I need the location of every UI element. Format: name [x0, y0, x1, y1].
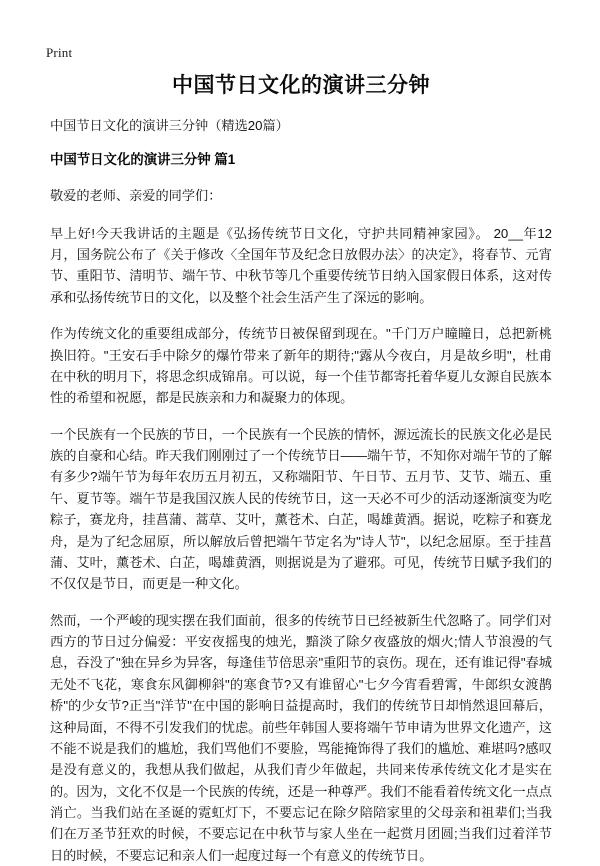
salutation: 敬爱的老师、亲爱的同学们：: [50, 188, 222, 204]
section-heading: 中国节日文化的演讲三分钟 篇1: [50, 152, 236, 168]
page-title: 中国节日文化的演讲三分钟: [172, 74, 430, 97]
body-paragraph: 一个民族有一个民族的节日，一个民族有一个民族的情怀，源远流长的民族文化必是民族的自豪和心结。昨天我们刚刚过了一个传统节日——端午节，不知你对端午节的了解有多少?端午节为每年农历五月初五，又称端阳节、午日节、五月节、艾节、端五、重午、夏节等。端午节是我国汉族人民的传统节日，这一天必不可少的活动逐渐演变为吃粽子，赛龙舟，挂菖蒲、蒿草、艾叶，薰苍术、白芷，喝雄黄酒。据说，吃粽子和赛龙舟，是为了纪念屈原，所以解放后曾把端午节定名为"诗人节"，以纪念屈原。至于挂菖蒲、艾叶，薰苍术、白芷，喝雄黄酒，则据说是为了避邪。可见，传统节日赋予我们的不仅仅是节日，而更是一种文化。: [50, 426, 552, 592]
document-content: [50, 72, 552, 866]
document-subtitle: 中国节日文化的演讲三分钟（精选20篇）: [50, 118, 289, 134]
print-link[interactable]: Print: [46, 45, 73, 60]
body-paragraph: 然而，一个严峻的现实摆在我们面前，很多的传统节日已经被新生代忽略了。同学们对西方的节日过分偏爱：平安夜摇曳的烛光，黯淡了除夕夜盛放的烟火;情人节浪漫的气息，吞没了"独在异乡为异客，每逢佳节倍思亲"重阳节的哀伤。现在，还有谁记得"春城无处不飞花，寒食东风御柳斜"的寒食节?又有谁留心"七夕今宵看碧霄，牛郎织女渡鹊桥"的少女节?正当"洋节"在中国的影响日益提高时，我们的传统节日却悄然退回幕后，这种局面，不得不引发我们的忧虑。前些年韩国人要将端午节申请为世界文化遗产，这不能不说是我们的尴尬，我们骂他们不要脸，骂能掩饰得了我们的尴尬、难堪吗?感叹是没有意义的，我想从我们做起，从我们青少年做起，共同来传承传统文化才是实在的。因为，文化不仅是一个民族的传统，还是一种尊严。我们不能看着传统文化一点点消亡。当我们站在圣诞的霓虹灯下，不要忘记在除夕陪陪家里的父母亲和祖辈们;当我们在万圣节狂欢的时候，不要忘记在中秋节与家人坐在一起赏月团圆;当我们过着洋节日的时候，不要忘记和亲人们一起度过每一个有意义的传统节日。: [50, 612, 552, 863]
body-paragraph: 早上好!今天我讲话的主题是《弘扬传统节日文化，守护共同精神家园》。 20__年12月，国务院公布了《关于修改〈全国年节及纪念日放假办法〉的决定》，将春节、元宵节、重阳节、清明节、端午节、中秋节等几个重要传统节日纳入国家假日体系，这对传承和弘扬传统节日的文化，以及整个社会生活产生了深远的影响。: [50, 225, 552, 305]
body-paragraph: 作为传统文化的重要组成部分，传统节日被保留到现在。"千门万户瞳瞳日，总把新桃换旧符。"王安石手中除夕的爆竹带来了新年的期待;"露从今夜白，月是故乡明"，杜甫在中秋的明月下，将思念织成锦帛。可以说，每一个佳节都寄托着华夏儿女源自民族本性的希望和祝愿，都是民族亲和力和凝聚力的体现。: [50, 326, 552, 406]
